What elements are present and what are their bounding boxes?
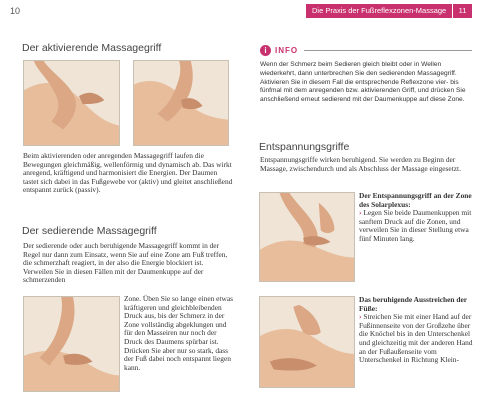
photo-feet-illustration bbox=[24, 61, 119, 145]
photo-soothing-stroke bbox=[259, 296, 355, 388]
photo-activating-grip-1 bbox=[23, 60, 120, 146]
photo-solar-plexus-grip bbox=[259, 192, 355, 282]
heading-sedating-grip: Der sedierende Massagegriff bbox=[22, 225, 157, 237]
photo-feet-illustration bbox=[24, 297, 119, 391]
text-sedating-grip: Der sedierende oder auch beruhigende Massagegriff kommt in der Regel nur dann zum Einsatz, wenn Sie auf eine Zone am Fuß treffen, die schmerzhaft reagiert, in der also die Energie blockiert ist. Verweilen Sie in diesen Fällen mit der Daumenkuppe auf der schmerzenden bbox=[23, 241, 228, 285]
info-text: Wenn der Schmerz beim Sedieren gleich bleibt oder in Wellen wiederkehrt, dann unterbrechen Sie den sedierenden Massagegriff. Aktivieren Sie in diesem Fall die entsprechende Reflexzone vier- bis fünfmal mit dem anregenden bzw. aktivierenden Griff, und drücken Sie anschließend erneut sedierend mit der Daumenkuppe auf diese Zone. bbox=[260, 61, 466, 104]
arrow-bullet: › bbox=[359, 312, 362, 322]
photo-activating-grip-2 bbox=[133, 60, 229, 146]
heading-activating-grip: Der aktivierende Massagegriff bbox=[22, 42, 162, 54]
grip-solar-plexus-title: Der Entspannungsgriff an der Zone des Solarplexus: bbox=[359, 191, 472, 209]
text-activating-grip: Beim aktivierenden oder anregenden Massagegriff laufen die Bewegungen gleichmäßig, wellenförmig und dynamisch ab. Das wirkt anregend, kräftigend und harmonisiert die Energien. Der Daumen tastet sich dabei in das Fußgewebe vor (aktiv) und gleitet anschließend entspannt zurück (passiv). bbox=[23, 151, 233, 195]
page-number-right: 11 bbox=[452, 4, 472, 18]
grip-soothing-stroke-text: Streichen Sie mit einer Hand auf der Fußinnenseite von der Großzehe über die Knöchel bis in den Unterschenkel und gleichzeitig mit der anderen Hand an der Fußaußenseite vom Unterschenkel in Richtung Klein- bbox=[359, 312, 473, 365]
photo-feet-illustration bbox=[134, 61, 228, 145]
grip-soothing-stroke-title: Das beruhigende Ausstreichen der Füße: bbox=[359, 295, 467, 313]
photo-feet-illustration bbox=[260, 193, 354, 281]
info-box-header bbox=[260, 43, 298, 57]
running-head bbox=[306, 4, 472, 18]
running-head-title: Die Praxis der Fußreflexzonen-Massage bbox=[312, 6, 447, 15]
photo-feet-illustration bbox=[260, 297, 354, 387]
arrow-bullet: › bbox=[359, 208, 362, 218]
grip-soothing-stroke bbox=[359, 296, 475, 365]
info-label: INFO bbox=[275, 45, 299, 55]
text-sedating-grip-beside-photo: Zone. Üben Sie so lange einen etwas kräftigeren und gleichbleibenden Druck aus, bis der Schmerz in der Zone vollständig abgeklungen und für den Masseiren nur noch der Druck des Daumens spürbar ist. Drücken Sie aber nur so stark, dass der Fuß dabei noch entspannt liegen kann. bbox=[124, 294, 233, 372]
info-icon: i bbox=[260, 45, 271, 56]
page-number-left: 10 bbox=[10, 6, 21, 16]
heading-relaxation-grips: Entspannungsgriffe bbox=[259, 141, 350, 153]
grip-solar-plexus-text: Legen Sie beide Daumenkuppen mit sanftem Druck auf die Zonen, und verweilen Sie in dieser Stellung etwa fünf Minuten lang. bbox=[359, 208, 472, 243]
info-divider bbox=[304, 50, 472, 51]
text-relaxation-grips: Entspannungsgriffe wirken beruhigend. Sie werden zu Beginn der Massage, zwischendurch und als Abschluss der Massage eingesetzt. bbox=[260, 155, 461, 173]
photo-sedating-grip bbox=[23, 296, 120, 392]
grip-solar-plexus bbox=[359, 192, 475, 244]
